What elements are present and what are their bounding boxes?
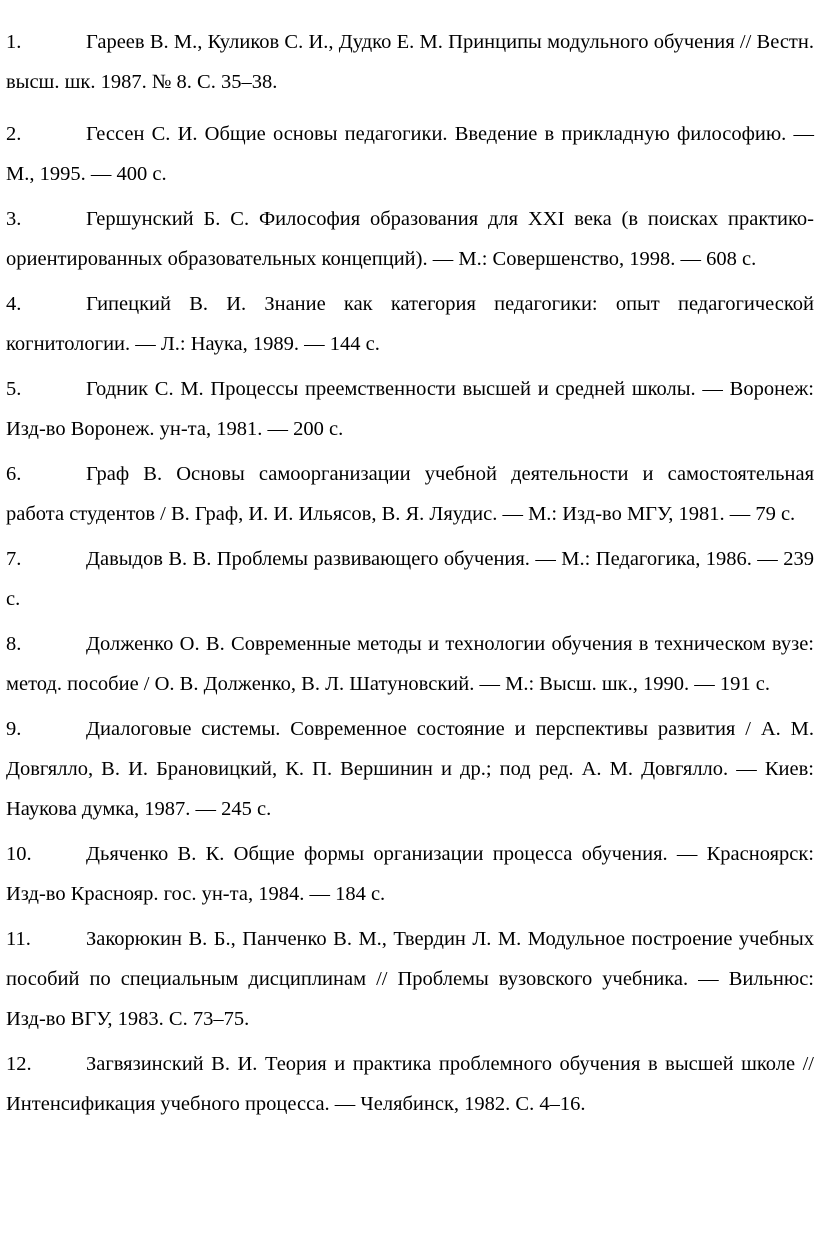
entry-text: Гершунский Б. С. Философия образования для XXI века (в поисках практико-ориентированных образовательных концепций). — М.: Совершенство, 1998. — 608 с. <box>6 208 814 270</box>
entry-number: 11. <box>6 928 31 950</box>
entry-text: Гареев В. М., Куликов С. И., Дудко Е. М. Принципы модульного обучения // Вестн. высш. шк. 1987. № 8. С. 35–38. <box>6 31 814 93</box>
bibliography-entry-4 <box>6 284 814 364</box>
entry-text: Давыдов В. В. Проблемы развивающего обучения. — М.: Педагогика, 1986. — 239 с. <box>6 548 814 610</box>
entry-number: 8. <box>6 633 22 655</box>
entry-text: Долженко О. В. Современные методы и технологии обучения в техническом вузе: метод. пособие / О. В. Долженко, В. Л. Шатуновский. — М.: Высш. шк., 1990. — 191 с. <box>6 633 814 695</box>
bibliography-entry-1 <box>6 22 814 102</box>
entry-number: 6. <box>6 463 22 485</box>
bibliography-entry-5 <box>6 369 814 449</box>
bibliography-entry-6 <box>6 454 814 534</box>
entry-number: 1. <box>6 31 22 53</box>
entry-number: 3. <box>6 208 22 230</box>
bibliography-entry-2 <box>6 114 814 194</box>
bibliography-entry-10 <box>6 834 814 914</box>
entry-text: Дьяченко В. К. Общие формы организации процесса обучения. — Красноярск: Изд-во Краснояр. гос. ун-та, 1984. — 184 с. <box>6 843 814 905</box>
entry-text: Годник С. М. Процессы преемственности высшей и средней школы. — Воронеж: Изд-во Воронеж. ун-та, 1981. — 200 с. <box>6 378 814 440</box>
bibliography-entry-8 <box>6 624 814 704</box>
entry-number: 2. <box>6 123 22 145</box>
entry-text: Гипецкий В. И. Знание как категория педагогики: опыт педагогической когнитологии. — Л.: Наука, 1989. — 144 с. <box>6 293 814 355</box>
entry-number: 10. <box>6 843 32 865</box>
entry-text: Граф В. Основы самоорганизации учебной деятельности и самостоятельная работа студентов / В. Граф, И. И. Ильясов, В. Я. Ляудис. — М.: Изд-во МГУ, 1981. — 79 с. <box>6 463 814 525</box>
bibliography-entry-7 <box>6 539 814 619</box>
entry-number: 4. <box>6 293 22 315</box>
bibliography-list <box>6 22 814 1124</box>
entry-text: Загвязинский В. И. Теория и практика проблемного обучения в высшей школе // Интенсификация учебного процесса. — Челябинск, 1982. С. 4–16. <box>6 1053 814 1115</box>
bibliography-entry-3 <box>6 199 814 279</box>
entry-text: Закорюкин В. Б., Панченко В. М., Твердин Л. М. Модульное построение учебных пособий по специальным дисциплинам // Проблемы вузовского учебника. — Вильнюс: Изд-во ВГУ, 1983. С. 73–75. <box>6 928 814 1030</box>
entry-text: Гессен С. И. Общие основы педагогики. Введение в прикладную философию. — М., 1995. — 400 с. <box>6 123 814 185</box>
entry-number: 9. <box>6 718 22 740</box>
bibliography-entry-9 <box>6 709 814 829</box>
entry-number: 12. <box>6 1053 32 1075</box>
bibliography-entry-11 <box>6 919 814 1039</box>
bibliography-entry-12 <box>6 1044 814 1124</box>
entry-number: 5. <box>6 378 22 400</box>
entry-text: Диалоговые системы. Современное состояние и перспективы развития / А. М. Довгялло, В. И. Брановицкий, К. П. Вершинин и др.; под ред. А. М. Довгялло. — Киев: Наукова думка, 1987. — 245 с. <box>6 718 814 820</box>
entry-number: 7. <box>6 548 22 570</box>
